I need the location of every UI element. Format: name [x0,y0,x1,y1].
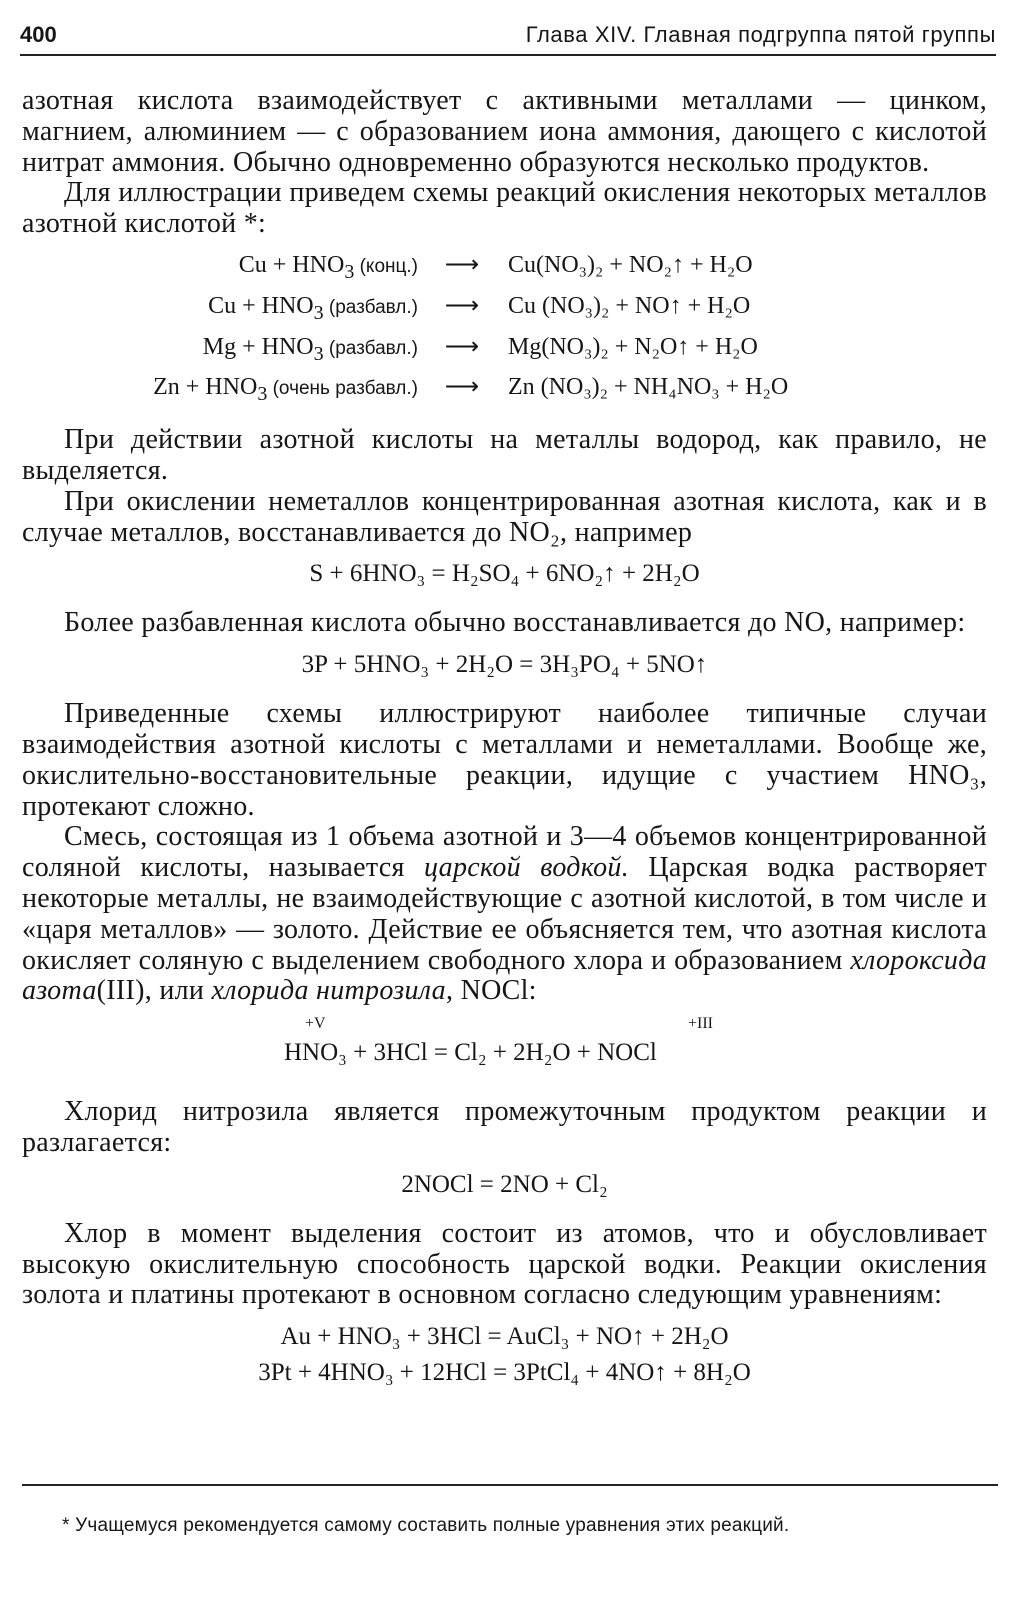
equation-nocl-decomposition: 2NOCl = 2NO + Cl₂ [401,1170,608,1198]
equation-aqua-regia [22,1015,987,1081]
oxidation-state-label: +III [688,1015,714,1033]
reaction-2-lhs: $Cu + HNO_3$ (разбавл.) [208,292,418,324]
equation-aqua-regia-text: HNO₃ + 3HCl = Cl₂ + 2H₂O + NOCl [284,1039,657,1067]
equation-platinum: 3Pt + 4HNO₃ + 12HCl = 3PtCl₄ + 4NO↑ + 8H₂O [258,1359,751,1387]
reaction-4-lhs: $Zn + HNO_3$ (очень разбавл.) [153,374,418,406]
page-header [20,20,996,56]
paragraph-9: Хлор в момент выделения состоит из атомов, что и обусловливает высокую окислительную способность царской водки. Реакции окисления золота и платины протекают в основном согласно следующим уравнениям: [22,1217,987,1311]
paragraph-3: При действии азотной кислоты на металлы водород, как правило, не выделяется. [22,424,987,486]
paragraph-5: Более разбавленная кислота обычно восстанавливается до NO, например: [64,607,966,639]
equation-noble-metals-block [22,1319,987,1391]
page-body [22,86,987,1397]
oxidation-state-label: +V [305,1015,326,1033]
reaction-3-rhs: Mg(NO₃)₂ + N₂O↑ + H₂O [508,333,758,360]
metal-reactions-block [134,248,987,411]
equation-gold: Au + HNO₃ + 3HCl = AuCl₃ + NO↑ + 2H₂O [280,1323,729,1351]
footnote: * Учащемуся рекомендуется самому составить полные уравнения этих реакций. [62,1515,790,1536]
equation-sulfur-block [22,556,987,592]
term-nitrogen-chloroxide: хлороксида азота [22,944,987,1007]
reaction-4-arrow: ⟶ [444,374,480,401]
footnote-divider [22,1484,998,1486]
reaction-3-lhs: $Mg + HNO_3$ (разбавл.) [202,333,418,365]
equation-phosphorus: 3P + 5HNO₃ + 2H₂O = 3H₃PO₄ + 5NO↑ [301,651,708,679]
paragraph-7: Смесь, состоящая из 1 объема азотной и 3—4 объемов концентрированной соляной кислоты, называется царской водкой. Царская водка растворяет некоторые металлы, не взаимодействующие с азотной кислотой, в том числе и «царя металлов» — золото. Действие ее объясняется тем, что азотная кислота окисляет соляную с выделением свободного хлора и образованием хлороксида азота(III), или хлорида нитрозила, NOCl: [22,821,987,1007]
paragraph-6: Приведенные схемы иллюстрируют наиболее типичные случаи взаимодействия азотной кислоты с металлами и неметаллами. Вообще же, окислительно-восстановительные реакции, идущие с участием HNO₃, протекают сложно. [22,698,987,822]
reaction-3-arrow: ⟶ [444,333,480,360]
running-head: Глава XIV. Главная подгруппа пятой группы [525,22,996,47]
paragraph-4: При окислении неметаллов концентрированная азотная кислота, как и в случае металлов, восстанавливается до NO₂, например [22,485,987,548]
paragraph-2: Для иллюстрации приведем схемы реакций окисления некоторых металлов азотной кислотой *: [22,177,987,240]
paragraph-8: Хлорид нитрозила является промежуточным продуктом реакции и разлагается: [22,1096,987,1158]
page-number: 400 [20,22,57,47]
equation-phosphorus-block [22,647,987,683]
term-aqua-regia: царской водкой. [424,852,629,884]
reaction-1-arrow: ⟶ [444,251,480,278]
reaction-2-arrow: ⟶ [444,292,480,319]
equation-nocl-block [22,1167,987,1203]
reaction-1-lhs: $Cu + HNO_3$ (конц.) [238,251,418,283]
reaction-4-rhs: Zn (NO₃)₂ + NH₄NO₃ + H₂O [508,374,789,401]
reaction-1-rhs: Cu(NO₃)₂ + NO₂↑ + H₂O [508,251,753,278]
reaction-2-rhs: Cu (NO₃)₂ + NO↑ + H₂O [508,292,751,319]
term-nitrosyl-chloride: хлорида нитрозила [211,975,446,1007]
equation-sulfur: S + 6HNO₃ = H₂SO₄ + 6NO₂↑ + 2H₂O [309,560,700,588]
paragraph-1: азотная кислота взаимодействует с активными металлами — цинком, магнием, алюминием — с образованием иона аммония, дающего с кислотой нитрат аммония. Обычно одновременно образуются несколько продуктов. [22,85,987,178]
